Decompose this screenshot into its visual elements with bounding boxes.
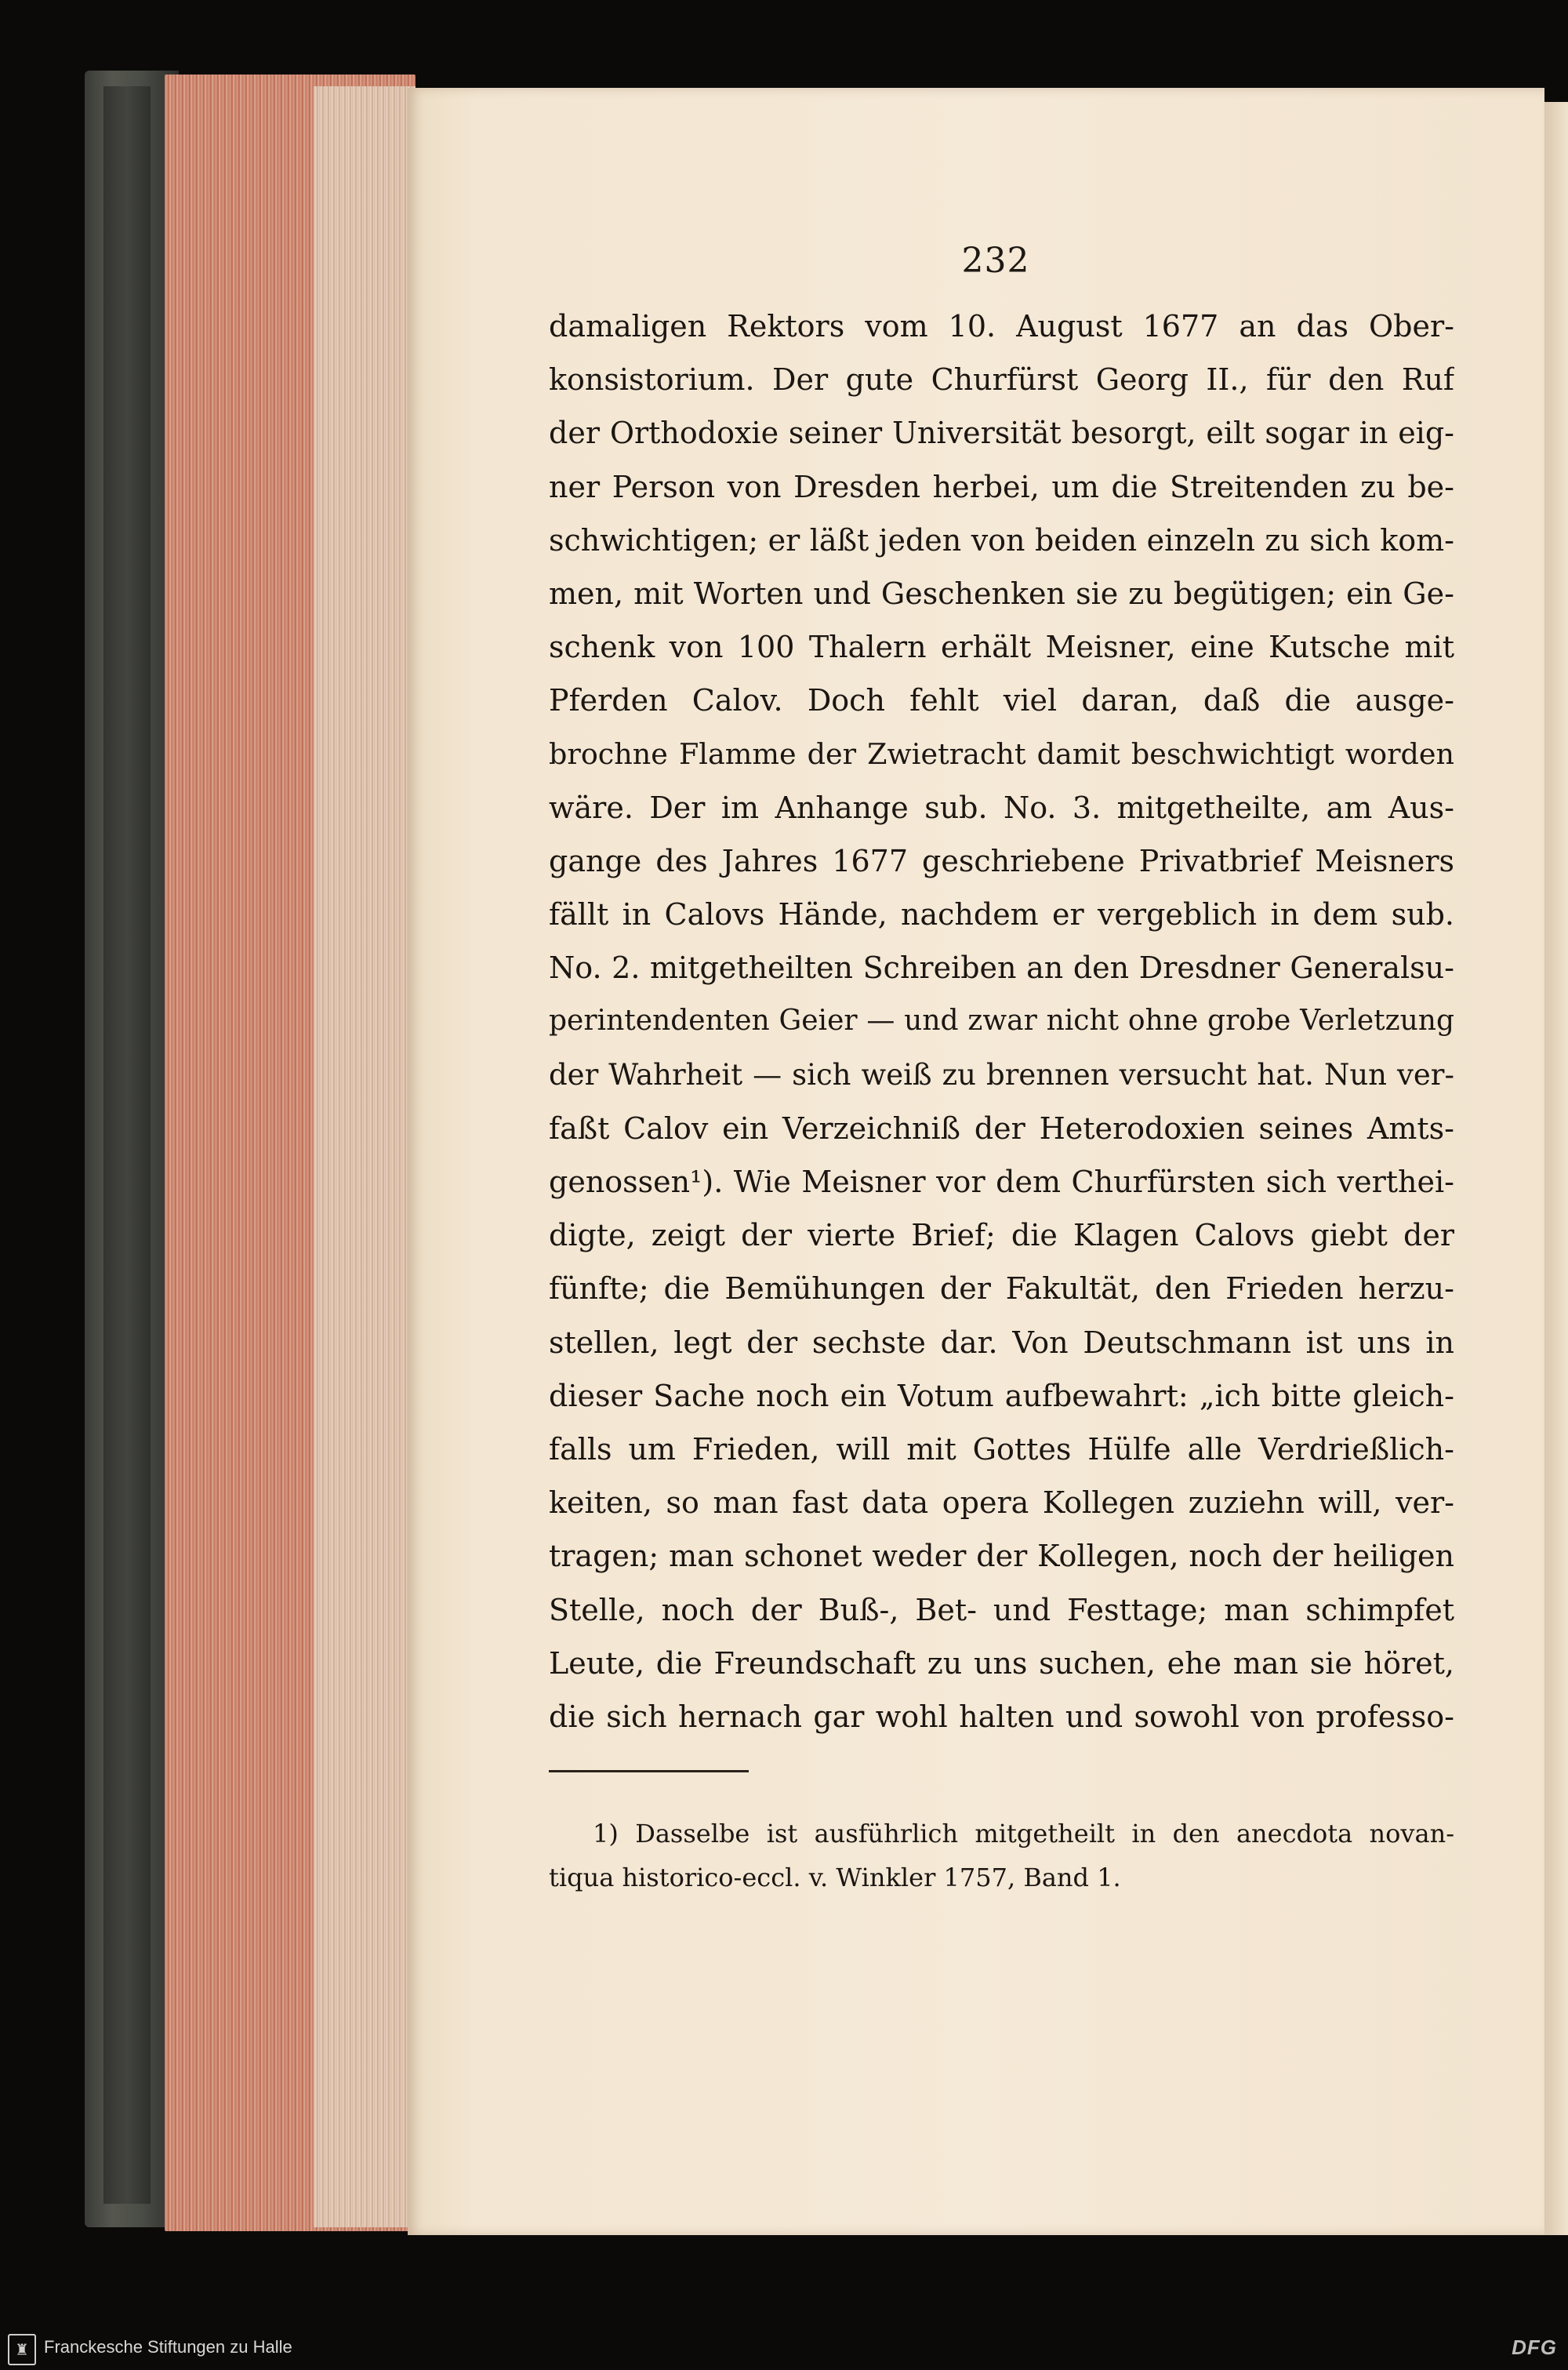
text-line: faßt Calov ein Verzeichniß der Heterodoxien seines Amts- bbox=[549, 1110, 1454, 1146]
page-edges-inner bbox=[314, 86, 416, 2227]
text-line: gange des Jahres 1677 geschriebene Privatbrief Meisners bbox=[549, 843, 1454, 878]
text-line: Leute, die Freundschaft zu uns suchen, ehe man sie höret, bbox=[549, 1645, 1454, 1681]
text-line: fünfte; die Bemühungen der Fakultät, den Frieden herzu- bbox=[549, 1271, 1454, 1307]
text-line: der Wahrheit — sich weiß zu brennen versucht hat. Nun ver- bbox=[549, 1057, 1454, 1092]
text-line: Stelle, noch der Buß-, Bet- und Festtage; man schimpfet bbox=[549, 1592, 1454, 1627]
body-text bbox=[549, 300, 1454, 1743]
text-line: stellen, legt der sechste dar. Von Deutschmann ist uns in bbox=[549, 1325, 1454, 1360]
footnote-rule bbox=[549, 1770, 749, 1772]
text-line: Pferden Calov. Doch fehlt viel daran, daß die ausge- bbox=[549, 683, 1454, 718]
text-line: wäre. Der im Anhange sub. No. 3. mitgetheilte, am Aus- bbox=[549, 790, 1454, 825]
text-line: tragen; man schonet weder der Kollegen, noch der heiligen bbox=[549, 1539, 1454, 1574]
text-line: ner Person von Dresden herbei, um die Streitenden zu be- bbox=[549, 469, 1454, 504]
text-line: dieser Sache noch ein Votum aufbewahrt: „ich bitte gleich- bbox=[549, 1378, 1454, 1413]
book-spine-edge bbox=[103, 86, 151, 2204]
footnote bbox=[549, 1812, 1454, 1899]
book-page bbox=[408, 88, 1544, 2235]
text-line: No. 2. mitgetheilten Schreiben an den Dresdner Generalsu- bbox=[549, 951, 1454, 986]
institution-label: Franckesche Stiftungen zu Halle bbox=[44, 2337, 292, 2357]
page-number: 232 bbox=[961, 241, 1030, 281]
text-line: falls um Frieden, will mit Gottes Hülfe alle Verdrießlich- bbox=[549, 1431, 1454, 1467]
next-page-edge bbox=[1543, 102, 1568, 2235]
footer-bar bbox=[0, 2328, 1568, 2370]
text-line: perintendenten Geier — und zwar nicht ohne grobe Verletzung bbox=[549, 1005, 1454, 1038]
text-line: schwichtigen; er läßt jeden von beiden einzeln zu sich kom- bbox=[549, 522, 1454, 558]
footnote-line: tiqua historico-eccl. v. Winkler 1757, Band 1. bbox=[549, 1863, 1121, 1892]
text-line: keiten, so man fast data opera Kollegen zuziehn will, ver- bbox=[549, 1485, 1454, 1521]
institution-logo-icon: ♜ bbox=[8, 2334, 36, 2365]
text-line: genossen¹). Wie Meisner vor dem Churfürsten sich verthei- bbox=[549, 1165, 1454, 1199]
text-line: die sich hernach gar wohl halten und sowohl von professo- bbox=[549, 1699, 1454, 1734]
dfg-logo: DFG bbox=[1512, 2335, 1557, 2359]
text-line: konsistorium. Der gute Churfürst Georg II., für den Ruf bbox=[549, 362, 1454, 398]
text-line: men, mit Worten und Geschenken sie zu begütigen; ein Ge- bbox=[549, 576, 1454, 611]
text-line: brochne Flamme der Zwietracht damit beschwichtigt worden bbox=[549, 736, 1454, 771]
text-line: schenk von 100 Thalern erhält Meisner, eine Kutsche mit bbox=[549, 630, 1454, 665]
text-line: fällt in Calovs Hände, nachdem er vergeblich in dem sub. bbox=[549, 897, 1454, 932]
text-line: der Orthodoxie seiner Universität besorgt, eilt sogar in eig- bbox=[549, 416, 1454, 451]
footnote-line: 1) Dasselbe ist ausführlich mitgetheilt in den anecdota novan- bbox=[593, 1819, 1454, 1848]
text-line: digte, zeigt der vierte Brief; die Klagen Calovs giebt der bbox=[549, 1218, 1454, 1253]
text-line: damaligen Rektors vom 10. August 1677 an das Ober- bbox=[549, 309, 1454, 344]
